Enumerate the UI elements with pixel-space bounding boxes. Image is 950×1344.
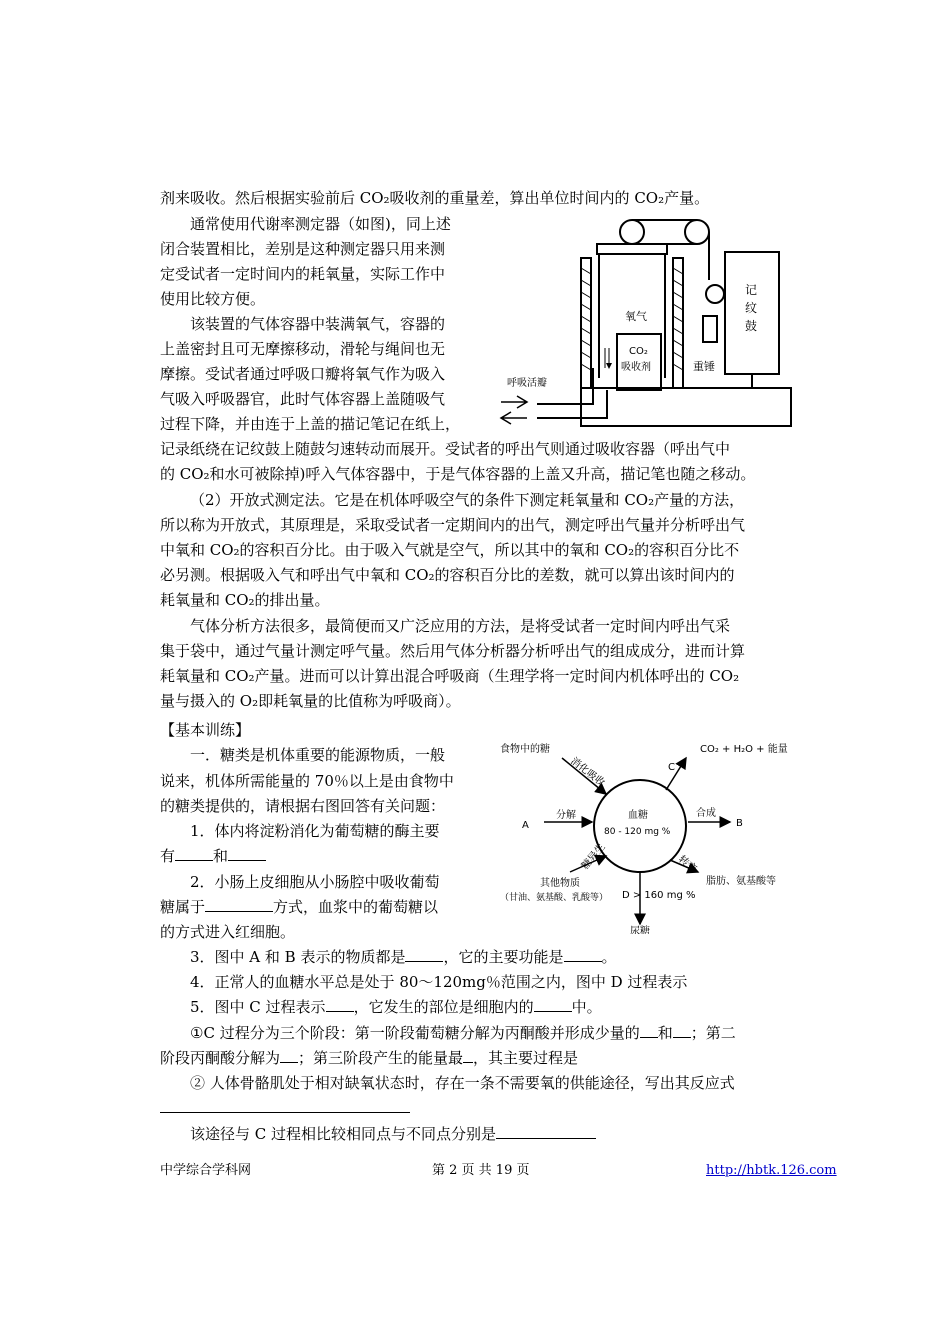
question-2-blanks: [160, 897, 438, 917]
text-line: 气体分析方法很多，最简便而又广泛应用的方法，是将受试者一定时间内呼出气采: [190, 617, 731, 635]
a-label: A: [522, 820, 529, 831]
products-label: CO₂ + H₂O + 能量: [700, 744, 788, 755]
text-line: 闭合装置相比，差别是这种测定器只用来测: [160, 240, 446, 258]
text-line: 说来，机体所需能量的 70％以上是由食物中: [160, 772, 454, 790]
text-line: 通常使用代谢率测定器（如图)，同上述: [190, 215, 451, 233]
text-line: 耗氧量和 CO₂产量。进而可以计算出混合呼吸商（生理学将一定时间内机体呼出的 CO₂: [160, 667, 740, 685]
answer-blank[interactable]: [496, 1124, 596, 1139]
answer-blank[interactable]: [463, 1048, 473, 1063]
text-line: 摩擦。受试者通过呼吸口瓣将氧气作为吸入: [160, 365, 446, 383]
text-fragment: 中。: [571, 998, 602, 1016]
answer-blank[interactable]: [405, 947, 443, 962]
text-line: 必另测。根据吸入气和呼出气中氧和 CO₂的容积百分比的差数，就可以算出该时间内的: [160, 566, 735, 584]
text-line: 过程下降，并由连于上盖的描记笔记在纸上，: [160, 415, 461, 433]
metabolic-apparatus-figure: [497, 208, 797, 430]
question-1-blanks: [160, 846, 266, 866]
text-fragment: 方式，血浆中的葡萄糖以: [273, 898, 439, 916]
weight-label: 重锤: [693, 360, 715, 373]
text-line: 的 CO₂和水可被除掉)呼入气体容器中，于是气体容器的上盖又升高，描记笔也随之移动。: [160, 465, 756, 483]
question-2: 2．小肠上皮细胞从小肠腔中吸收葡萄: [190, 873, 440, 891]
text-fragment: 阶段丙酮酸分解为: [160, 1049, 281, 1067]
text-fragment: ；第三阶段产生的能量最: [298, 1049, 464, 1067]
answer-blank[interactable]: [673, 1023, 691, 1038]
footer-link[interactable]: http://hbtk.126.com: [706, 1163, 837, 1178]
text-line: 使用比较方便。: [160, 290, 266, 308]
answer-blank[interactable]: [564, 947, 602, 962]
convert-label: 转变: [676, 853, 699, 876]
question-5: [190, 997, 602, 1017]
range-label: 80 - 120 mg %: [604, 827, 671, 837]
other-detail-label: （甘油、氨基酸、乳酸等）: [500, 893, 609, 903]
text-line: 中氧和 CO₂的容积百分比。由于吸入气就是空气，所以其中的氧和 CO₂的容积百分比不: [160, 541, 740, 559]
drum-label-2: 纹: [745, 301, 758, 315]
text-line: （2）开放式测定法。它是在机体呼吸空气的条件下测定耗氧量和 CO₂产量的方法，: [190, 491, 745, 509]
urine-label: 尿糖: [630, 926, 650, 934]
text-line: 的方式进入红细胞。: [160, 923, 296, 941]
other-label: 其他物质: [540, 878, 580, 889]
fat-label: 脂肪、氨基酸等: [706, 876, 776, 887]
digest-label: 消化吸收: [568, 755, 607, 789]
text-line: 剂来吸收。然后根据实验前后 CO₂吸收剂的重量差，算出单位时间内的 CO₂产量。: [160, 189, 710, 207]
answer-blank[interactable]: [640, 1023, 658, 1038]
blood-sugar-diagram: [500, 738, 800, 934]
text-fragment: 3．图中 A 和 B 表示的物质都是: [190, 948, 406, 966]
oxygen-label: 氧气: [625, 310, 647, 323]
text-fragment: 和: [657, 1024, 673, 1042]
text-fragment: 该途径与 C 过程相比较相同点与不同点分别是: [190, 1125, 497, 1143]
text-fragment: 和: [213, 847, 229, 865]
footer-page: 第 2 页 共 19 页: [432, 1163, 530, 1178]
text-line: 定受试者一定时间内的耗氧量，实际工作中: [160, 265, 446, 283]
answer-blank[interactable]: [175, 846, 213, 861]
question-5-part-3: [190, 1124, 596, 1144]
question-5-part-2: ② 人体骨骼肌处于相对缺氧状态时，存在一条不需要氧的供能途径，写出其反应式: [190, 1074, 735, 1092]
drum-label-3: 鼓: [745, 319, 758, 333]
text-fragment: ①C 过程分为三个阶段：第一阶段葡萄糖分解为丙酮酸并形成少量的: [190, 1024, 640, 1042]
text-fragment: 有: [160, 847, 176, 865]
text-fragment: 5．图中 C 过程表示: [190, 998, 326, 1016]
answer-blank[interactable]: [228, 846, 266, 861]
question-1: 1．体内将淀粉消化为葡萄糖的酶主要: [190, 822, 440, 840]
absorbent-label: 吸收剂: [621, 362, 651, 373]
answer-blank[interactable]: [205, 897, 273, 912]
question-4: 4．正常人的血糖水平总是处于 80～120mg％范围之内，图中 D 过程表示: [190, 973, 688, 991]
b-label: B: [736, 818, 743, 829]
synth-label: 合成: [696, 808, 716, 819]
d-label: D > 160 mg %: [622, 890, 696, 901]
text-line: 记录纸绕在记纹鼓上随鼓匀速转动而展开。受试者的呼出气则通过吸收容器（呼出气中: [160, 440, 731, 458]
question-3: [190, 947, 617, 967]
text-fragment: ；第二: [690, 1024, 736, 1042]
footer-site: 中学综合学科网: [160, 1163, 252, 1178]
answer-line[interactable]: [160, 1112, 410, 1113]
blood-sugar-circle: [594, 780, 686, 872]
decompose-label: 分解: [556, 810, 576, 821]
question-5-part-1-cont: [160, 1048, 578, 1068]
text-line: 的糖类提供的，请根据右图回答有关问题：: [160, 797, 446, 815]
text-line: 气吸入呼吸器官，此时气体容器上盖随吸气: [160, 390, 446, 408]
food-sugar-label: 食物中的糖: [500, 744, 550, 755]
text-line: 量与摄入的 O₂即耗氧量的比值称为呼吸商）。: [160, 692, 461, 710]
text-fragment: ，其主要过程是: [473, 1049, 579, 1067]
drum-label-1: 记: [745, 283, 758, 297]
text-line: 所以称为开放式，其原理是，采取受试者一定期间内的出气，测定呼出气量并分析呼出气: [160, 516, 746, 534]
answer-blank[interactable]: [326, 997, 354, 1012]
blood-sugar-label: 血糖: [628, 810, 648, 821]
text-line: 集于袋中，通过气量计测定呼气量。然后用气体分析器分析呼出气的组成成分，进而计算: [160, 642, 746, 660]
text-fragment: ，它的主要功能是: [443, 948, 564, 966]
text-fragment: ，它发生的部位是细胞内的: [353, 998, 534, 1016]
section-header: 【基本训练】: [160, 721, 251, 739]
text-fragment: 。: [601, 948, 617, 966]
answer-blank[interactable]: [534, 997, 572, 1012]
question-5-part-1: [190, 1023, 736, 1043]
gluconeo-label: 糖异生: [579, 841, 608, 872]
text-line: 耗氧量和 CO₂的排出量。: [160, 591, 330, 609]
text-line: 一．糖类是机体重要的能源物质，一般: [190, 746, 446, 764]
apparatus-base: [581, 388, 791, 426]
valve-label: 呼吸活瓣: [507, 378, 547, 389]
answer-blank[interactable]: [280, 1048, 298, 1063]
co2-label: CO₂: [629, 346, 648, 357]
text-line: 该装置的气体容器中装满氧气，容器的: [190, 315, 446, 333]
c-label: C: [668, 762, 675, 773]
text-fragment: 糖属于: [160, 898, 206, 916]
text-line: 上盖密封且可无摩擦移动，滑轮与绳间也无: [160, 340, 446, 358]
